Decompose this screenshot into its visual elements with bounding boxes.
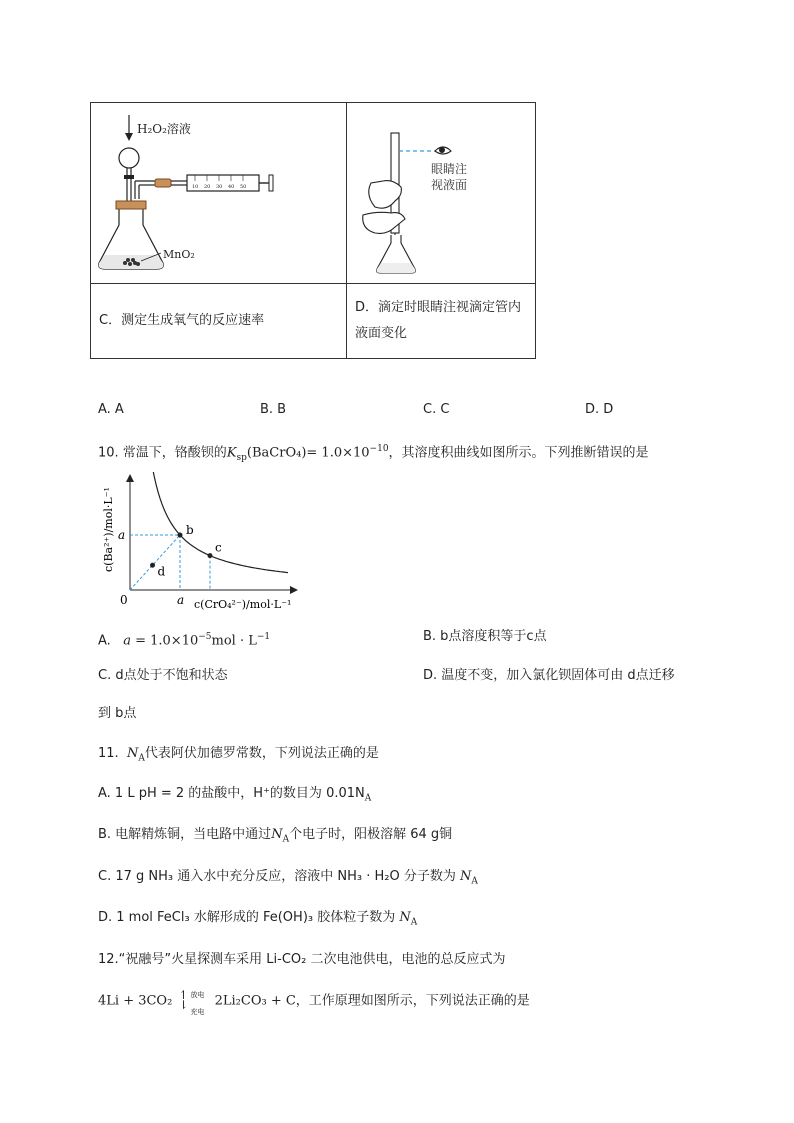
arrow-up-glyph: ↿ — [178, 988, 189, 1002]
point-b-label: b — [186, 523, 194, 537]
q9-option-a[interactable]: A. A — [98, 402, 124, 417]
reversible-arrow — [176, 988, 210, 1014]
q11-option-a[interactable]: A. 1 L pH = 2 的盐酸中，H⁺的数目为 $0.01N_A$ — [98, 786, 372, 804]
x-tick-a: a — [177, 593, 185, 607]
arrow-head — [125, 133, 133, 141]
q10-stem: 10. 常温下，铬酸钡的$K_{sp}(BaCrO_4)= 1.0\times 10^{-10}$，其溶度积曲线如图所示。下列推断错误的是 — [98, 444, 649, 463]
q9-option-b[interactable]: B. B — [260, 402, 287, 417]
cell-d-figure — [347, 103, 536, 284]
figure-c-apparatus — [91, 103, 346, 279]
q11-option-d[interactable]: D. 1 mol FeCl₃ 水解形成的 Fe(OH)₃ 胶体粒子数为 $N_A$ — [98, 910, 418, 928]
point-d — [150, 563, 155, 568]
q10-option-c[interactable]: C. d点处于不饱和状态 — [98, 668, 228, 683]
eq-suffix: ，工作原理如图所示，下列说法正确的是 — [295, 993, 530, 1009]
q9-option-d[interactable]: D. D — [585, 402, 614, 417]
svg-text:10: 10 — [192, 184, 199, 190]
point-c — [208, 553, 213, 558]
q9-option-c[interactable]: C. C — [423, 402, 450, 417]
eye-label-line2: 视液面 — [431, 178, 468, 192]
svg-text:20: 20 — [204, 184, 211, 190]
arrow-down-glyph: ⇂ — [178, 998, 189, 1012]
point-c-label: c — [215, 540, 222, 555]
eye-label-line1: 眼睛注 — [431, 162, 468, 176]
q12-stem: 12.“祝融号”火星探测车采用 Li-CO₂ 二次电池供电，电池的总反应式为 — [98, 952, 506, 967]
figure-d-titration — [347, 103, 535, 279]
cell-c-caption — [91, 284, 347, 359]
point-d-label: d — [157, 564, 166, 579]
syringe-plunger-head — [269, 175, 273, 191]
q10-option-b[interactable]: B. b点溶度积等于c点 — [423, 629, 547, 644]
eq-bottom-label: 充电 — [190, 1008, 205, 1016]
reagent-label: H₂O₂溶液 — [137, 122, 191, 136]
apparatus-table — [90, 102, 536, 359]
q10-option-d-cont: 到 b点 — [98, 706, 137, 721]
caption-d — [347, 289, 535, 353]
point-b — [178, 533, 183, 538]
caption-d-line2: 液面变化 — [355, 326, 408, 341]
cell-d-caption — [347, 284, 536, 359]
stopcock — [124, 175, 134, 179]
svg-text:50: 50 — [240, 184, 247, 190]
y-axis-arrow — [126, 474, 134, 482]
q12-equation — [98, 988, 530, 1014]
x-axis-label: c(CrO₄²⁻)/mol·L⁻¹ — [194, 598, 292, 611]
eq-top-label: 放电 — [190, 991, 205, 999]
stopper — [116, 201, 146, 209]
svg-text:30: 30 — [216, 184, 223, 190]
cell-c-figure — [91, 103, 347, 284]
caption-c: C．测定生成氧气的反应速率 — [99, 313, 265, 328]
rubber-tube — [155, 179, 171, 187]
guide-diagonal — [130, 535, 180, 590]
funnel-bulb — [119, 148, 139, 168]
origin-label: 0 — [120, 593, 128, 607]
q11-stem: 11. $N_A$代表阿伏加德罗常数，下列说法正确的是 — [98, 746, 379, 764]
y-tick-a: a — [118, 528, 126, 542]
q11-option-c[interactable]: C. 17 g NH₃ 通入水中充分反应，溶液中 NH₃ · H₂O 分子数为 $N_A$ — [98, 869, 478, 887]
x-axis-arrow — [290, 586, 298, 594]
eq-left: 4Li + 3CO₂ — [98, 993, 173, 1009]
eq-right: 2Li₂CO₃ + C — [214, 993, 296, 1009]
svg-text:40: 40 — [228, 184, 235, 190]
ksp-curve — [148, 472, 288, 573]
ksp-chart — [98, 472, 308, 612]
caption-d-line1: D．滴定时眼睛注视滴定管内 — [355, 300, 522, 315]
q10-option-a[interactable]: A. $a = 1.0\times 10^{-5}mol \cdot L^{-1}$ — [98, 632, 271, 649]
q11-option-b[interactable]: B. 电解精炼铜，当电路中通过$N_A$个电子时，阳极溶解 64 g铜 — [98, 827, 453, 845]
y-axis-label: c(Ba²⁺)/mol·L⁻¹ — [102, 487, 115, 572]
catalyst-label: MnO₂ — [163, 248, 195, 261]
q10-option-d[interactable]: D. 温度不变，加入氯化钡固体可由 d点迁移 — [423, 668, 675, 683]
